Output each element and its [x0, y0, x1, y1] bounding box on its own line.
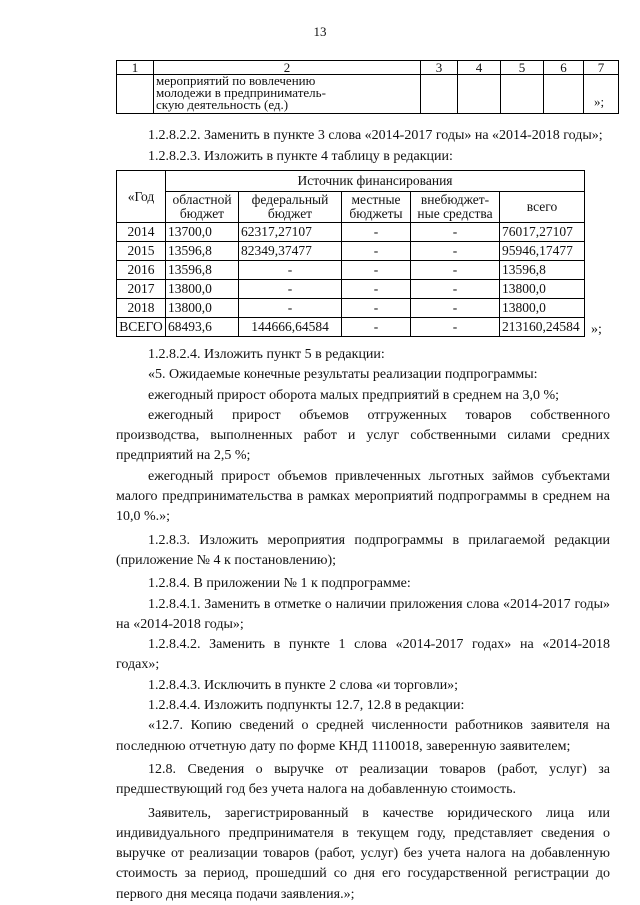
- total-cell: 13800,0: [500, 280, 585, 299]
- column-header: федеральный бюджет: [239, 192, 342, 223]
- table-row: [117, 223, 585, 242]
- year-cell: 2017: [117, 280, 166, 299]
- paragraph: «5. Ожидаемые конечные результаты реализации подпрограммы:: [148, 367, 538, 383]
- col-header: 1: [117, 61, 154, 75]
- federal-budget-cell: -: [239, 261, 342, 280]
- extrabudget-cell: -: [411, 242, 500, 261]
- group-header: Источник финансирования: [166, 171, 585, 192]
- total-cell: 213160,24584: [500, 318, 585, 337]
- paragraph: 1.2.8.4. В приложении № 1 к подпрограмме:: [148, 576, 411, 592]
- extrabudget-cell: -: [411, 280, 500, 299]
- page-number: 13: [313, 24, 327, 39]
- paragraph: Заявитель, зарегистрированный в качестве юридического лица или индивидуального предпринимателя в текущем году, представляет сведения о выручке от реализации товаров (работ, услуг) без учета налога на добавленную стоимость за период, прошедший со дня его государственной регистрации до первого дня месяца подачи заявления.»;: [116, 805, 610, 902]
- regional-budget-cell: 13700,0: [166, 223, 239, 242]
- table-row: [117, 280, 585, 299]
- local-budget-cell: -: [342, 318, 411, 337]
- total-cell: 13596,8: [500, 261, 585, 280]
- year-cell: 2014: [117, 223, 166, 242]
- paragraph: 1.2.8.4.4. Изложить подпункты 12.7, 12.8 в редакции:: [148, 698, 465, 714]
- paragraph: ежегодный прирост объемов отгруженных товаров собственного производства, выполненных работ и услуг собственными силами средних предприятий на 2,5 %;: [116, 407, 610, 464]
- document-body: [116, 345, 610, 905]
- federal-budget-cell: 144666,64584: [239, 318, 342, 337]
- regional-budget-cell: 13800,0: [166, 299, 239, 318]
- federal-budget-cell: -: [239, 280, 342, 299]
- federal-budget-cell: 62317,27107: [239, 223, 342, 242]
- col-header: 2: [154, 61, 421, 75]
- financing-table: [116, 170, 585, 337]
- federal-budget-cell: 82349,37477: [239, 242, 342, 261]
- total-cell: 95946,17477: [500, 242, 585, 261]
- cell: [117, 75, 154, 114]
- year-cell: 2016: [117, 261, 166, 280]
- table-row: [117, 261, 585, 280]
- total-cell: 76017,27107: [500, 223, 585, 242]
- continuation-table: [116, 60, 619, 114]
- column-header: всего: [500, 192, 585, 223]
- table-row-total: [117, 318, 585, 337]
- instruction-line: 1.2.8.2.3. Изложить в пункте 4 таблицу в редакции:: [148, 149, 453, 164]
- paragraph: ежегодный прирост объемов привлеченных льготных займов субъектами малого предпринимательства в рамках мероприятий подпрограммы в среднем на 10,0 %.»;: [116, 468, 610, 525]
- row-text-line: мероприятий по вовлечению: [156, 73, 316, 88]
- year-cell: 2018: [117, 299, 166, 318]
- regional-budget-cell: 13596,8: [166, 261, 239, 280]
- local-budget-cell: -: [342, 261, 411, 280]
- paragraph: 12.8. Сведения о выручке от реализации товаров (работ, услуг) за предшествующий год без учета налога на добавленную стоимость.: [116, 761, 610, 798]
- year-cell: ВСЕГО: [117, 318, 166, 337]
- year-cell: 2015: [117, 242, 166, 261]
- cell: [544, 75, 584, 114]
- regional-budget-cell: 13800,0: [166, 280, 239, 299]
- local-budget-cell: -: [342, 223, 411, 242]
- table-row: [117, 299, 585, 318]
- instruction-line: 1.2.8.2.2. Заменить в пункте 3 слова «2014-2017 годы» на «2014-2018 годы»;: [148, 128, 603, 143]
- col-header: 5: [501, 61, 544, 75]
- cell: [501, 75, 544, 114]
- col-header: 3: [421, 61, 458, 75]
- cell: [458, 75, 501, 114]
- table-closing-quote: »;: [594, 94, 605, 109]
- local-budget-cell: -: [342, 299, 411, 318]
- local-budget-cell: -: [342, 280, 411, 299]
- paragraph: 1.2.8.4.1. Заменить в отметке о наличии приложения слова «2014-2017 годы» на «2014-2018 годы»;: [116, 596, 610, 632]
- extrabudget-cell: -: [411, 318, 500, 337]
- paragraph: ежегодный прирост оборота малых предприятий в среднем на 3,0 %;: [148, 387, 559, 403]
- row-text-cell: [154, 75, 421, 114]
- extrabudget-cell: -: [411, 223, 500, 242]
- paragraph: 1.2.8.4.3. Исключить в пункте 2 слова «и торговли»;: [148, 677, 459, 693]
- cell: [421, 75, 458, 114]
- paragraph: 1.2.8.4.2. Заменить в пункте 1 слова «2014-2017 годах» на «2014-2018 годах»;: [116, 637, 610, 673]
- paragraph: 1.2.8.2.4. Изложить пункт 5 в редакции:: [148, 347, 385, 362]
- table-closing-quote: »;: [591, 322, 602, 337]
- col-header: 7: [584, 61, 619, 75]
- local-budget-cell: -: [342, 242, 411, 261]
- column-header: местные бюджеты: [342, 192, 411, 223]
- col-header: 6: [544, 61, 584, 75]
- column-header: областной бюджет: [166, 192, 239, 223]
- table-row: [117, 242, 585, 261]
- regional-budget-cell: 68493,6: [166, 318, 239, 337]
- extrabudget-cell: -: [411, 299, 500, 318]
- row-text-line: скую деятельность (ед.): [156, 97, 289, 112]
- extrabudget-cell: -: [411, 261, 500, 280]
- year-header: «Год: [117, 171, 166, 223]
- row-text-line: молодежи в предприниматель-: [156, 85, 326, 100]
- total-cell: 13800,0: [500, 299, 585, 318]
- paragraph: 1.2.8.3. Изложить мероприятия подпрограммы в прилагаемой редакции (приложение № 4 к постановлению);: [116, 532, 610, 568]
- federal-budget-cell: -: [239, 299, 342, 318]
- paragraph: «12.7. Копию сведений о средней численности работников заявителя на последнюю отчетную дату по форме КНД 1110018, заверенную заявителем;: [116, 718, 610, 754]
- regional-budget-cell: 13596,8: [166, 242, 239, 261]
- col-header: 4: [458, 61, 501, 75]
- column-header: внебюджет- ные средства: [411, 192, 500, 223]
